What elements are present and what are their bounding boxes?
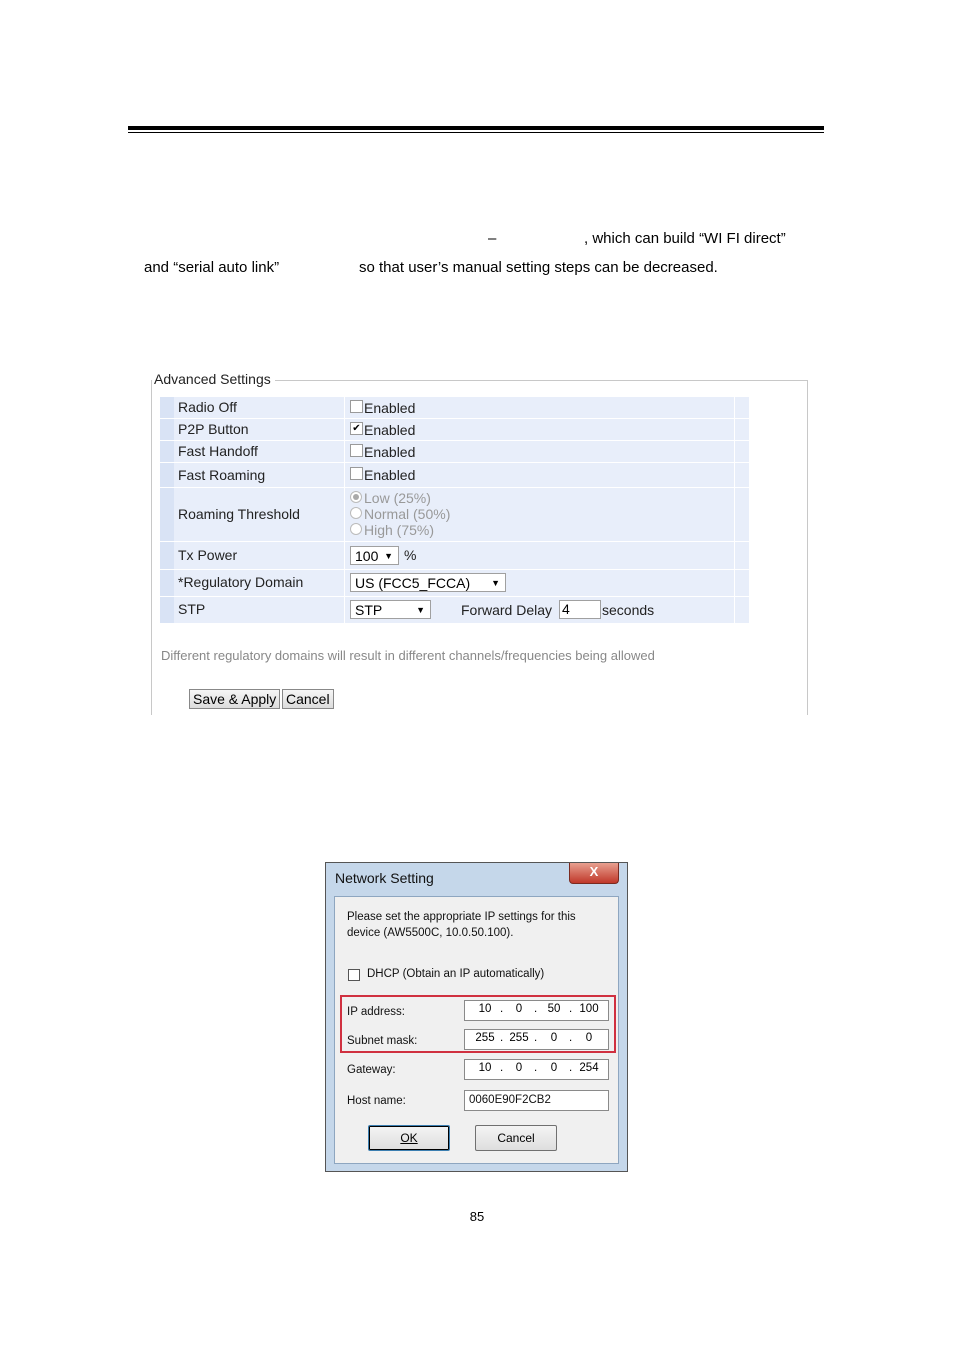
radio-normal[interactable] (350, 507, 362, 519)
cancel-button[interactable]: Cancel (282, 689, 334, 709)
label-regulatory-domain: *Regulatory Domain (178, 574, 304, 590)
checkbox-radio-off[interactable] (350, 400, 363, 413)
ok-button[interactable]: OK (368, 1125, 450, 1151)
paragraph-line2-head: and “serial auto link” (144, 259, 280, 276)
row-roaming-threshold (160, 488, 749, 542)
row-tx-power (160, 542, 749, 570)
row-stp (160, 597, 749, 623)
tx-power-select[interactable]: 100 ▼ (350, 546, 399, 565)
close-icon: X (589, 864, 599, 879)
row-fast-roaming (160, 463, 749, 488)
header-rule-thin (128, 132, 824, 133)
chevron-down-icon: ▼ (491, 578, 500, 588)
tx-power-unit: % (404, 547, 417, 563)
row-regulatory-domain (160, 570, 749, 597)
forward-delay-unit: seconds (602, 602, 655, 618)
save-apply-button[interactable]: Save & Apply (189, 689, 280, 709)
label-roaming-threshold: Roaming Threshold (178, 506, 300, 522)
advanced-settings-legend: Advanced Settings (152, 371, 275, 387)
checkbox-fast-roaming[interactable] (350, 467, 363, 480)
paragraph-line2-tail: so that user’s manual setting steps can be decreased. (359, 259, 718, 276)
radio-high-label: High (75%) (364, 522, 435, 538)
forward-delay-input[interactable]: 4 (559, 600, 601, 619)
dialog-cancel-button[interactable]: Cancel (475, 1125, 557, 1151)
checkbox-p2p-button[interactable]: ✔ (350, 422, 363, 435)
row-radio-off (160, 397, 749, 419)
gateway-field[interactable]: 10 . 0 . 0 . 254 (464, 1059, 609, 1080)
label-stp: STP (178, 601, 206, 617)
paragraph-dash: – (488, 230, 497, 247)
checkbox-p2p-button-label: Enabled (364, 422, 416, 438)
checkbox-radio-off-label: Enabled (364, 400, 416, 416)
dialog-message-2: device (AW5500C, 10.0.50.100). (347, 927, 514, 939)
forward-delay-label: Forward Delay (461, 602, 553, 618)
host-name-label: Host name: (347, 1095, 406, 1107)
regulatory-note: Different regulatory domains will result in different channels/frequencies being allowed (161, 648, 655, 663)
label-p2p-button: P2P Button (178, 421, 249, 437)
radio-low[interactable] (350, 491, 362, 503)
network-setting-dialog (325, 862, 628, 1172)
label-radio-off: Radio Off (178, 399, 237, 415)
regulatory-domain-select[interactable]: US (FCC5_FCCA) ▼ (350, 573, 506, 592)
dialog-body (334, 896, 619, 1164)
chevron-down-icon: ▼ (384, 551, 393, 561)
dhcp-label: DHCP (Obtain an IP automatically) (367, 968, 545, 980)
radio-normal-label: Normal (50%) (364, 506, 451, 522)
radio-low-label: Low (25%) (364, 490, 431, 506)
chevron-down-icon: ▼ (416, 605, 425, 615)
paragraph-line1: , which can build “WI FI direct” (584, 230, 786, 247)
dhcp-checkbox[interactable] (348, 969, 360, 981)
checkbox-fast-roaming-label: Enabled (364, 467, 416, 483)
ip-address-field[interactable]: 10 . 0 . 50 . 100 (464, 1000, 609, 1021)
stp-select[interactable]: STP ▼ (350, 600, 431, 619)
row-fast-handoff (160, 441, 749, 463)
advanced-settings-table (160, 397, 749, 623)
ip-address-label: IP address: (347, 1006, 405, 1018)
subnet-mask-label: Subnet mask: (347, 1035, 418, 1047)
dialog-message-1: Please set the appropriate IP settings for this (347, 911, 576, 923)
radio-high[interactable] (350, 523, 362, 535)
label-fast-handoff: Fast Handoff (178, 443, 258, 459)
host-name-field[interactable]: 0060E90F2CB2 (464, 1090, 609, 1111)
subnet-mask-field[interactable]: 255 . 255 . 0 . 0 (464, 1029, 609, 1050)
row-p2p-button (160, 419, 749, 441)
page-number: 85 (469, 1209, 485, 1224)
label-tx-power: Tx Power (178, 547, 238, 563)
header-rule (128, 126, 824, 130)
gateway-label: Gateway: (347, 1064, 396, 1076)
checkbox-fast-handoff-label: Enabled (364, 444, 416, 460)
label-fast-roaming: Fast Roaming (178, 467, 266, 483)
dialog-title: Network Setting (335, 870, 434, 886)
close-button[interactable] (569, 863, 619, 884)
checkbox-fast-handoff[interactable] (350, 444, 363, 457)
